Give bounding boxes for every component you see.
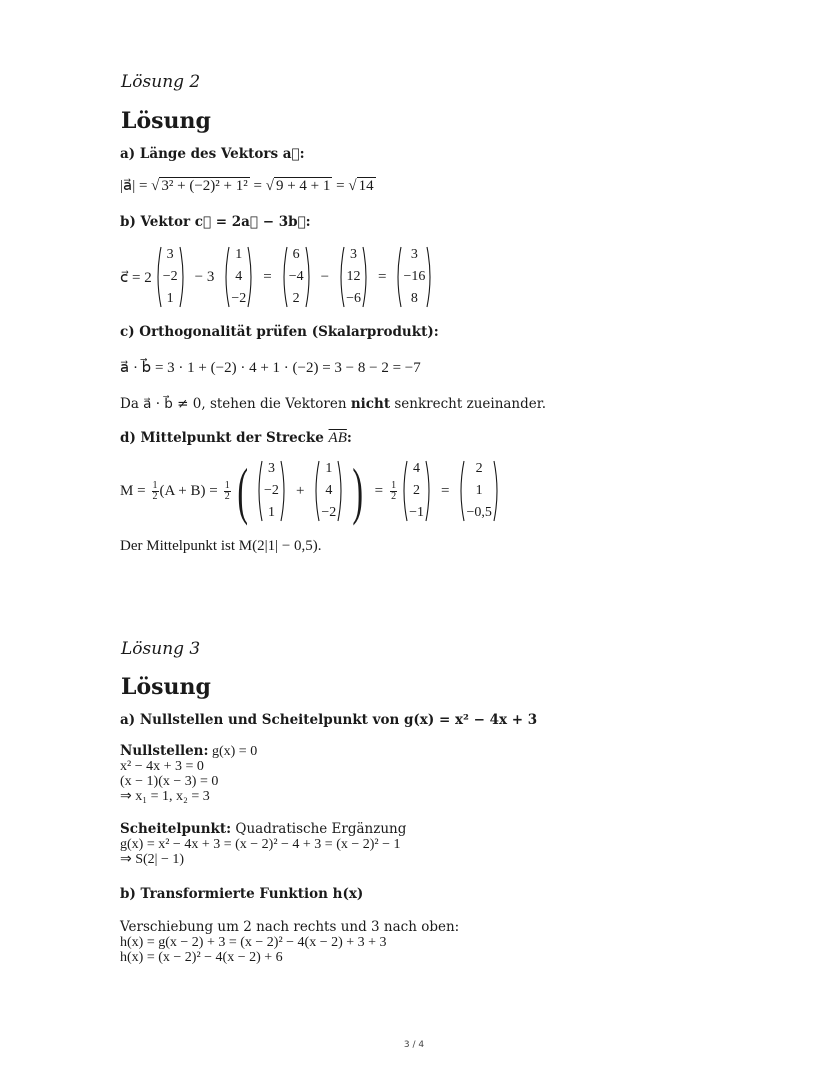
paren-right [362, 246, 370, 308]
paren-right [425, 460, 433, 522]
vector-entry: 3 [350, 247, 358, 262]
vector-entry: −2 [321, 505, 337, 520]
text-2c-post: senkrecht zueinander. [390, 396, 547, 412]
paren-left [255, 460, 263, 522]
heading-2b: b) Vektor c⃗ = 2a⃗ − 3b⃗: [120, 214, 311, 230]
vector-entry: −0,5 [466, 505, 492, 520]
paren-stroke [404, 461, 407, 521]
eq-2d-mid: (A + B) = [159, 482, 218, 499]
paren-right [247, 246, 255, 308]
paren-left [280, 246, 288, 308]
vector-entry: 4 [413, 461, 421, 476]
paren-right [280, 460, 288, 522]
vector-entry: 6 [292, 247, 300, 262]
transform-line-2: h(x) = (x − 2)² − 4(x − 2) + 6 [120, 950, 283, 965]
eq-2b-op3: − [320, 268, 330, 285]
equation-2d [120, 456, 503, 526]
eq-2d-half-1 [152, 481, 159, 502]
vector-2b-4 [337, 246, 370, 308]
vector-entry: −2 [231, 291, 247, 306]
vector-2b-1 [154, 246, 187, 308]
frac-num: 1 [224, 479, 230, 491]
paren-left [394, 246, 402, 308]
eq-2a-lhs: |a⃗| = √ [120, 178, 160, 194]
frac-den: 2 [224, 490, 230, 502]
vector-entry: 3 [166, 247, 174, 262]
vector-entry: 4 [235, 269, 243, 284]
scheitelpunkt-text: Quadratische Ergänzung [231, 821, 407, 837]
text-2c-bold: nicht [350, 396, 391, 412]
heading-2a: a) Länge des Vektors a⃗: [120, 146, 305, 162]
heading-2d-seg: $\overline{AB}$ [328, 430, 347, 446]
paren-stroke [259, 461, 262, 521]
vector-2d-1 [255, 460, 288, 522]
paren-stroke [316, 461, 319, 521]
eq-2b-op2: = [263, 268, 272, 285]
equation-2c: a⃗ · b⃗ = 3 · 1 + (−2) · 4 + 1 · (−2) = 3 − 8 − 2 = −7 [120, 360, 421, 376]
text-2c [120, 396, 546, 412]
vector-entry: 2 [292, 291, 300, 306]
nullstellen-eq: g(x) = 0 [208, 744, 258, 759]
nullstellen-line-2: (x − 1)(x − 3) = 0 [120, 774, 219, 789]
section-label-2: Lösung 2 [121, 72, 201, 92]
vector-entry: 8 [410, 291, 418, 306]
vector-entry: 2 [413, 483, 421, 498]
vector-entry: 3 [410, 247, 418, 262]
paren-stroke [180, 247, 183, 307]
vector-entry: 12 [346, 269, 361, 284]
eq-2a-rad1: 3² + (−2)² + 1² [161, 178, 248, 194]
nullstellen-label: Nullstellen: [120, 743, 209, 759]
heading-2d-post: : [346, 430, 352, 446]
paren-left [312, 460, 320, 522]
vector-entries [289, 246, 304, 308]
eq-2d-plus: + [295, 482, 305, 499]
block-scheitelpunkt [120, 822, 406, 867]
scheitelpunkt-label: Scheitelpunkt: [120, 821, 232, 837]
heading-3b: b) Transformierte Funktion h(x) [120, 886, 364, 902]
heading-2d-pre: d) Mittelpunkt der Strecke [120, 430, 329, 446]
vector-entry: 1 [267, 505, 275, 520]
paren-stroke [363, 247, 366, 307]
vector-2d-2 [312, 460, 345, 522]
paren-left [222, 246, 230, 308]
eq-2a-rad3: 14 [358, 178, 374, 194]
vector-entry: −4 [288, 269, 304, 284]
paren-left [400, 460, 408, 522]
vector-entry: 2 [475, 461, 483, 476]
eq-2d-half-3 [390, 481, 397, 502]
heading-2c: c) Orthogonalität prüfen (Skalarprodukt): [120, 324, 439, 340]
section-label-3: Lösung 3 [121, 639, 201, 659]
heading-2d [120, 430, 352, 447]
vector-entry: 1 [166, 291, 174, 306]
vector-entries [321, 460, 336, 522]
frac-num: 1 [391, 479, 397, 491]
eq-2d-half-2 [224, 481, 231, 502]
paren-left [337, 246, 345, 308]
paren-stroke [226, 247, 229, 307]
equation-2a [120, 176, 376, 195]
vector-2d-3 [400, 460, 433, 522]
vector-entries [264, 460, 279, 522]
paren-left [457, 460, 465, 522]
big-paren-open: ( [237, 455, 248, 526]
eq-2d-eq3: = [441, 482, 450, 499]
vector-entry: −16 [403, 269, 426, 284]
section-title-3: Lösung [121, 674, 211, 700]
paren-stroke [338, 461, 341, 521]
eq-2a-mid: = √ [249, 178, 274, 194]
paren-right [179, 246, 187, 308]
vector-entry: 1 [475, 483, 483, 498]
vector-2b-3 [280, 246, 313, 308]
vector-entries [163, 246, 178, 308]
paren-stroke [427, 247, 430, 307]
vector-entries [466, 460, 491, 522]
equation-2b [120, 242, 436, 312]
paren-stroke [284, 247, 287, 307]
vector-entry: −6 [346, 291, 361, 306]
text-2c-pre: Da a⃗ · b⃗ ≠ 0, stehen die Vektoren [120, 396, 351, 412]
eq-2b-lhs: c⃗ = 2 [120, 269, 152, 286]
paren-stroke [494, 461, 497, 521]
paren-stroke [461, 461, 464, 521]
block-nullstellen [120, 744, 257, 804]
scheitelpunkt-line-2: ⇒ S(2| − 1) [120, 852, 185, 867]
paren-right [337, 460, 345, 522]
vector-entry: −2 [162, 269, 178, 284]
vector-entry: 1 [325, 461, 333, 476]
paren-stroke [398, 247, 401, 307]
paren-stroke [281, 461, 284, 521]
transform-line-1: h(x) = g(x − 2) + 3 = (x − 2)² − 4(x − 2) + 3 + 3 [120, 935, 387, 950]
vector-entries [403, 246, 425, 308]
paren-stroke [248, 247, 251, 307]
heading-3a: a) Nullstellen und Scheitelpunkt von g(x) = x² − 4x + 3 [120, 712, 538, 728]
nullstellen-line-1: x² − 4x + 3 = 0 [120, 759, 204, 774]
vector-entry: 4 [325, 483, 333, 498]
eq-2d-eq2: = [374, 482, 384, 499]
page-number: 3 / 4 [403, 1040, 425, 1050]
frac-num: 1 [152, 479, 158, 491]
vector-2b-5 [394, 246, 434, 308]
frac-den: 2 [152, 490, 158, 502]
vector-entry: 1 [235, 247, 243, 262]
eq-2b-op4: = [378, 268, 387, 285]
eq-2b-op1: − 3 [194, 268, 215, 285]
eq-2d-lhs: M = [120, 482, 146, 499]
vector-2d-4 [457, 460, 500, 522]
vector-entries [409, 460, 424, 522]
vector-entries [231, 246, 246, 308]
vector-2b-2 [222, 246, 255, 308]
paren-left [154, 246, 162, 308]
nullstellen-line-3: ⇒ x₁ = 1, x₂ = 3 [120, 789, 210, 804]
scheitelpunkt-line-1: g(x) = x² − 4x + 3 = (x − 2)² − 4 + 3 = (x − 2)² − 1 [120, 837, 401, 852]
text-2d-result: Der Mittelpunkt ist M(2|1| − 0,5). [120, 538, 322, 554]
paren-stroke [158, 247, 161, 307]
vector-entry: −2 [264, 483, 279, 498]
vector-entry: −1 [409, 505, 424, 520]
block-transform [120, 920, 459, 965]
eq-2a-rad2: 9 + 4 + 1 [275, 178, 331, 194]
paren-stroke [341, 247, 344, 307]
paren-right [305, 246, 313, 308]
section-title-2: Lösung [121, 108, 211, 134]
eq-2a-mid2: = √ [332, 178, 357, 194]
big-paren-close: ) [352, 455, 364, 526]
paren-right [426, 246, 434, 308]
vector-entries [346, 246, 361, 308]
frac-den: 2 [391, 490, 397, 502]
transform-text: Verschiebung um 2 nach rechts und 3 nach oben: [120, 919, 460, 935]
paren-right [493, 460, 501, 522]
paren-stroke [306, 247, 309, 307]
paren-stroke [426, 461, 429, 521]
vector-entry: 3 [267, 461, 275, 476]
